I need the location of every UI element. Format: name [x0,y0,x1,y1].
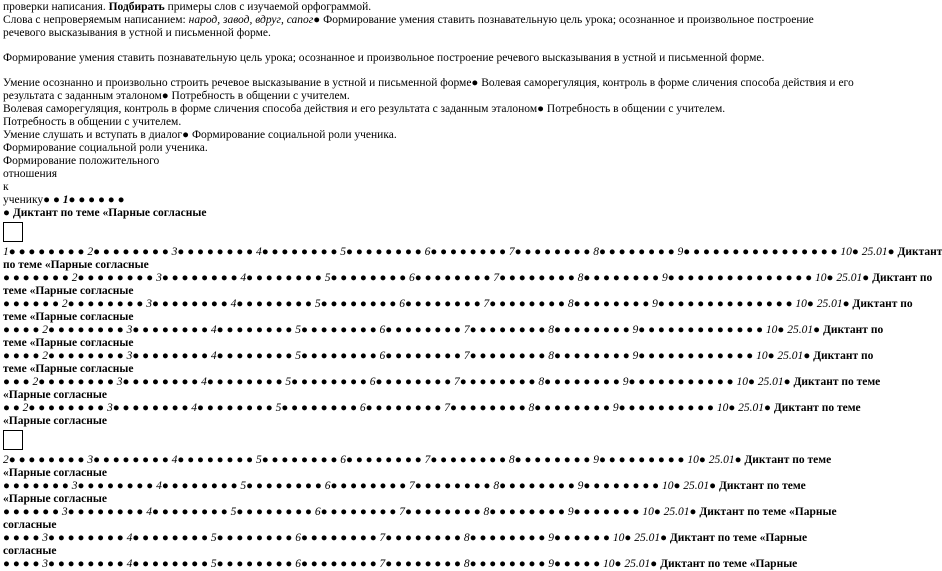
intro-line-6: результата с заданным эталоном● Потребность в общении с учителем. [3,90,350,102]
table-row [3,350,874,363]
row-title-continuation: теме «Парные согласные [3,337,134,349]
table-row [3,506,837,519]
row-title-continuation: теме «Парные согласные [3,311,134,323]
intro-line-7: Волевая саморегуляция, контроль в форме сличения способа действия и его результата с заданным эталоном● Потребность в общении с учителем. [3,103,726,115]
document-body [3,1,942,571]
row-title: ● Диктант по [862,272,933,284]
row-sequence: ● ● ● ● ● ● ● 3● ● ● ● ● ● ● ● 4● ● ● ● ● ● ● ● 5● ● ● ● ● ● ● ● 6● ● ● ● ● ● ● ● 7● ● ● ● ● ● ● ● 8● ● ● ● ● ● ● ● 9● ● ● ● ● ● ● ● 10● 25.01 [3,480,710,492]
row-title: ● Диктант по теме «Парные [660,532,808,544]
row-title: ● Диктант по теме «Парные [650,558,798,570]
intro-line-15: ● Диктант по теме «Парные согласные [3,207,207,219]
row-sequence: ● ● ● ● 3● ● ● ● ● ● ● ● 4● ● ● ● ● ● ● ● 5● ● ● ● ● ● ● ● 6● ● ● ● ● ● ● ● 7● ● ● ● ● ● ● ● 8● ● ● ● ● ● ● ● 9● ● ● ● ● 10● 25.01 [3,558,651,570]
row-title: ● Диктант [887,246,942,258]
table-row [3,480,813,493]
table-row [3,454,832,467]
row-title: ● Диктант по [803,350,874,362]
row-sequence: ● ● ● ● 3● ● ● ● ● ● ● ● 4● ● ● ● ● ● ● ● 5● ● ● ● ● ● ● ● 6● ● ● ● ● ● ● ● 7● ● ● ● ● ● ● ● 8● ● ● ● ● ● ● ● 9● ● ● ● ● ● 10● 25.01 [3,532,661,544]
empty-cell-box [3,222,23,242]
table-row [3,272,933,285]
table-row [3,558,813,571]
row-sequence: 2● ● ● ● ● ● ● ● 3● ● ● ● ● ● ● ● 4● ● ● ● ● ● ● ● 5● ● ● ● ● ● ● ● 6● ● ● ● ● ● ● ● 7● ● ● ● ● ● ● ● 8● ● ● ● ● ● ● ● 9● ● ● ● ● ● ● ● ● 10● 25.01 [3,454,735,466]
table-row [3,324,884,337]
row-title: ● Диктант по теме [709,480,806,492]
intro-line-14: ученику● ● 1● ● ● ● ● ● [3,194,125,206]
row-title-continuation: «Парные согласные [3,467,107,479]
table-row [3,298,913,311]
intro-line-1: проверки написания. Подбирать примеры слов с изучаемой орфограммой. [3,1,372,13]
row-title-continuation: согласные [3,545,57,557]
row-sequence: ● ● ● 2● ● ● ● ● ● ● ● 3● ● ● ● ● ● ● ● 4● ● ● ● ● ● ● ● 5● ● ● ● ● ● ● ● 6● ● ● ● ● ● ● ● 7● ● ● ● ● ● ● ● 8● ● ● ● ● ● ● ● 9● ● ● ● ● ● ● ● ● ● ● 10● 25.01 [3,376,784,388]
row-sequence: ● ● ● ● 2● ● ● ● ● ● ● ● 3● ● ● ● ● ● ● ● 4● ● ● ● ● ● ● ● 5● ● ● ● ● ● ● ● 6● ● ● ● ● ● ● ● 7● ● ● ● ● ● ● ● 8● ● ● ● ● ● ● ● 9● ● ● ● ● ● ● ● ● ● ● ● 10● 25.01 [3,350,804,362]
table-row [3,532,813,545]
row-title-continuation: «Парные согласные [3,493,107,505]
row-title: ● Диктант по [842,298,913,310]
row-title: ● Диктант по теме [734,454,832,466]
intro-line-5: Умение осознанно и произвольно строить речевое высказывание в устной и письменной форме● Волевая саморегуляция, контроль в форме сличения способа действия и его [3,77,854,89]
row-title-continuation: «Парные согласные [3,415,107,427]
row-title: ● Диктант по [813,324,884,336]
intro-line-9: Умение слушать и вступать в диалог● Формирование социальной роли ученика. [3,129,397,141]
dictation-rows-group-2 [3,454,837,571]
row-sequence: 1● ● ● ● ● ● ● ● 2● ● ● ● ● ● ● ● 3● ● ● ● ● ● ● ● 4● ● ● ● ● ● ● ● 5● ● ● ● ● ● ● ● 6● ● ● ● ● ● ● ● 7● ● ● ● ● ● ● ● 8● ● ● ● ● ● ● ● 9● ● ● ● ● ● ● ● ● ● ● ● ● ● ● ● 10● 25.01 [3,246,888,258]
table-row [3,246,942,259]
dictation-rows-group-1 [3,246,942,428]
row-sequence: ● ● ● ● ● ● ● 2● ● ● ● ● ● ● ● 3● ● ● ● ● ● ● ● 4● ● ● ● ● ● ● ● 5● ● ● ● ● ● ● ● 6● ● ● ● ● ● ● ● 7● ● ● ● ● ● ● ● 8● ● ● ● ● ● ● ● 9● ● ● ● ● ● ● ● ● ● ● ● ● ● ● 10● 25.01 [3,272,863,284]
row-title-continuation: теме «Парные согласные [3,363,134,375]
row-title-continuation: «Парные согласные [3,389,107,401]
row-title-continuation: теме «Парные согласные [3,285,134,297]
empty-cell-box [3,430,23,450]
row-title-continuation: согласные [3,519,57,531]
row-sequence: ● ● ● ● ● ● 2● ● ● ● ● ● ● ● 3● ● ● ● ● ● ● ● 4● ● ● ● ● ● ● ● 5● ● ● ● ● ● ● ● 6● ● ● ● ● ● ● ● 7● ● ● ● ● ● ● ● 8● ● ● ● ● ● ● ● 9● ● ● ● ● ● ● ● ● ● ● ● ● ● 10● 25.01 [3,298,843,310]
row-title: ● Диктант по теме «Парные [689,506,837,518]
intro-line-2: Слова с непроверяемым написанием: народ, завод, вдруг, сапог● Формирование умения ставить познавательную цель урока; осознанное и произвольное построение [3,14,814,26]
row-sequence: ● ● ● ● 2● ● ● ● ● ● ● ● 3● ● ● ● ● ● ● ● 4● ● ● ● ● ● ● ● 5● ● ● ● ● ● ● ● 6● ● ● ● ● ● ● ● 7● ● ● ● ● ● ● ● 8● ● ● ● ● ● ● ● 9● ● ● ● ● ● ● ● ● ● ● ● ● 10● 25.01 [3,324,814,336]
table-row [3,376,881,389]
intro-line-13: к [3,181,9,193]
row-title-continuation: по теме «Парные согласные [3,259,149,271]
row-title: ● Диктант по теме [783,376,881,388]
intro-line-4: Формирование умения ставить познавательную цель урока; осознанное и произвольное построение речевого высказывания в устной и письменной форме. [3,52,765,64]
intro-line-10: Формирование социальной роли ученика. [3,142,208,154]
row-title: ● Диктант по теме [764,402,861,414]
intro-line-3: речевого высказывания в устной и письменной форме. [3,27,271,39]
table-row [3,402,861,415]
intro-line-12: отношения [3,168,58,180]
row-sequence: ● ● ● ● ● ● 3● ● ● ● ● ● ● ● 4● ● ● ● ● ● ● ● 5● ● ● ● ● ● ● ● 6● ● ● ● ● ● ● ● 7● ● ● ● ● ● ● ● 8● ● ● ● ● ● ● ● 9● ● ● ● ● ● ● 10● 25.01 [3,506,690,518]
intro-line-8: Потребность в общении с учителем. [3,116,182,128]
row-sequence: ● ● 2● ● ● ● ● ● ● ● 3● ● ● ● ● ● ● ● 4● ● ● ● ● ● ● ● 5● ● ● ● ● ● ● ● 6● ● ● ● ● ● ● ● 7● ● ● ● ● ● ● ● 8● ● ● ● ● ● ● ● 9● ● ● ● ● ● ● ● ● ● 10● 25.01 [3,402,765,414]
intro-line-11: Формирование положительного [3,155,160,167]
